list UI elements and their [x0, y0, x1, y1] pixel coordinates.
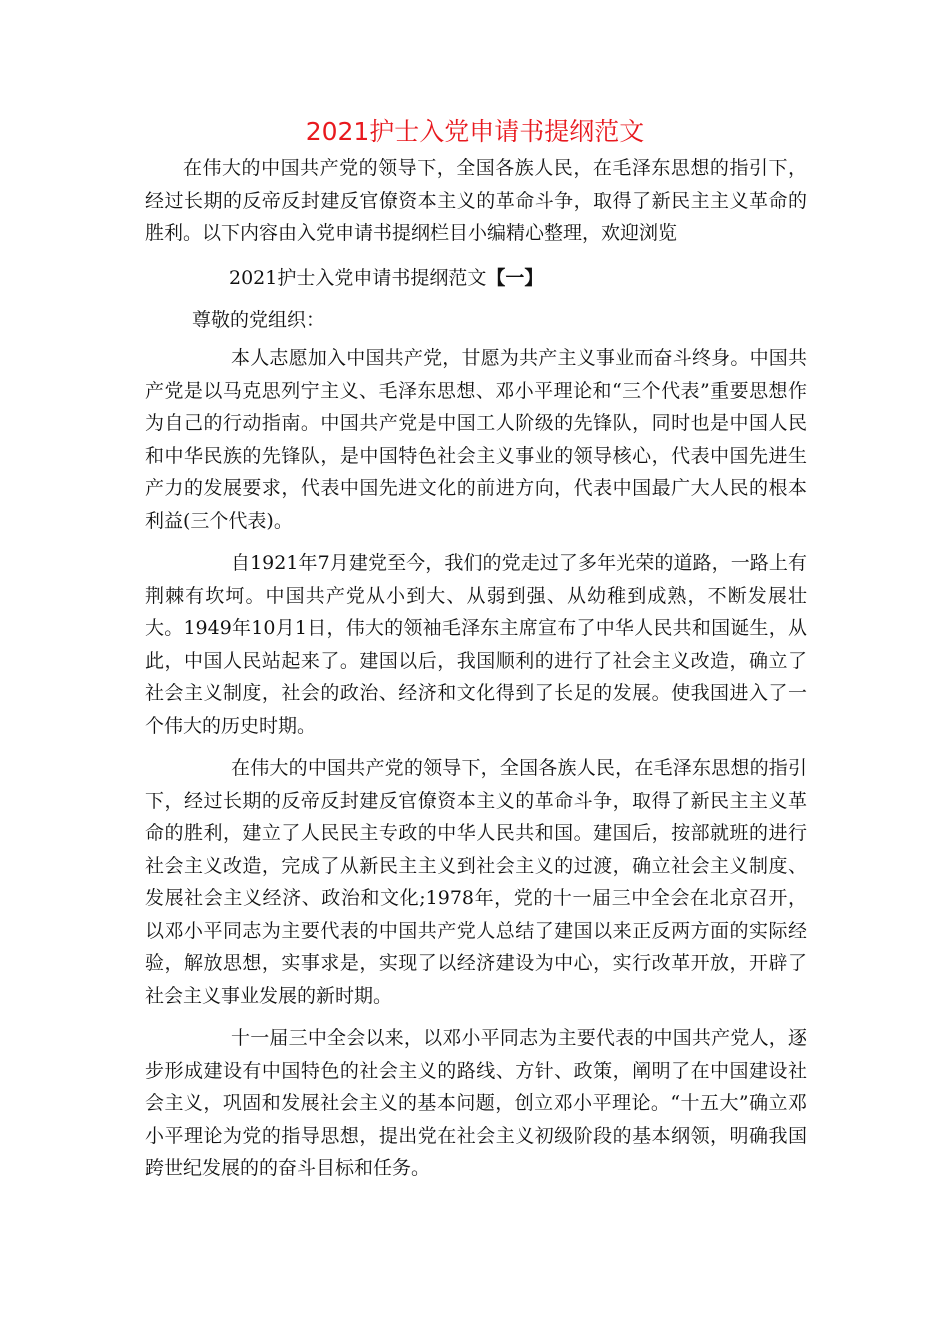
salutation: 尊敬的党组织：	[192, 309, 326, 331]
intro-paragraph: 在伟大的中国共产党的领导下，全国各族人民，在毛泽东思想的指引下，经过长期的反帝反封建反官僚资本主义的革命斗争，取得了新民主主义革命的胜利。以下内容由入党申请书提纲栏目小编精心整理，欢迎浏览	[145, 157, 807, 244]
body-paragraph: 在伟大的中国共产党的领导下，全国各族人民，在毛泽东思想的指引下，经过长期的反帝反封建反官僚资本主义的革命斗争，取得了新民主主义革命的胜利，建立了人民民主专政的中华人民共和国。建国后，按部就班的进行社会主义改造，完成了从新民主主义到社会主义的过渡，确立社会主义制度、发展社会主义经济、政治和文化;1978年，党的十一届三中全会在北京召开，以邓小平同志为主要代表的中国共产党人总结了建国以来正反两方面的实际经验，解放思想，实事求是，实现了以经济建设为中心，实行改革开放，开辟了社会主义事业发展的新时期。	[145, 757, 807, 1007]
section-heading	[229, 262, 543, 294]
body-paragraph: 本人志愿加入中国共产党，甘愿为共产主义事业而奋斗终身。中国共产党是以马克思列宁主义、毛泽东思想、邓小平理论和“三个代表”重要思想作为自己的行动指南。中国共产党是中国工人阶级的先锋队，同时也是中国人民和中华民族的先锋队，是中国特色社会主义事业的领导核心，代表中国先进生产力的发展要求，代表中国先进文化的前进方向，代表中国最广大人民的根本利益(三个代表)。	[145, 347, 807, 532]
document-title: 2021护士入党申请书提纲范文	[305, 117, 645, 146]
body-paragraph: 自1921年7月建党至今，我们的党走过了多年光荣的道路，一路上有荆棘有坎坷。中国共产党从小到大、从弱到强、从幼稚到成熟，不断发展壮大。1949年10月1日，伟大的领袖毛泽东主席宣布了中华人民共和国诞生，从此，中国人民站起来了。建国以后，我国顺利的进行了社会主义改造，确立了社会主义制度，社会的政治、经济和文化得到了长足的发展。使我国进入了一个伟大的历史时期。	[145, 552, 807, 737]
section-heading-text: 2021护士入党申请书提纲范文	[229, 267, 487, 289]
section-heading-number: 【一】	[486, 267, 544, 289]
body-paragraph: 十一届三中全会以来，以邓小平同志为主要代表的中国共产党人，逐步形成建设有中国特色的社会主义的路线、方针、政策，阐明了在中国建设社会主义，巩固和发展社会主义的基本问题，创立邓小平理论。“十五大”确立邓小平理论为党的指导思想，提出党在社会主义初级阶段的基本纲领，明确我国跨世纪发展的的奋斗目标和任务。	[145, 1027, 807, 1179]
